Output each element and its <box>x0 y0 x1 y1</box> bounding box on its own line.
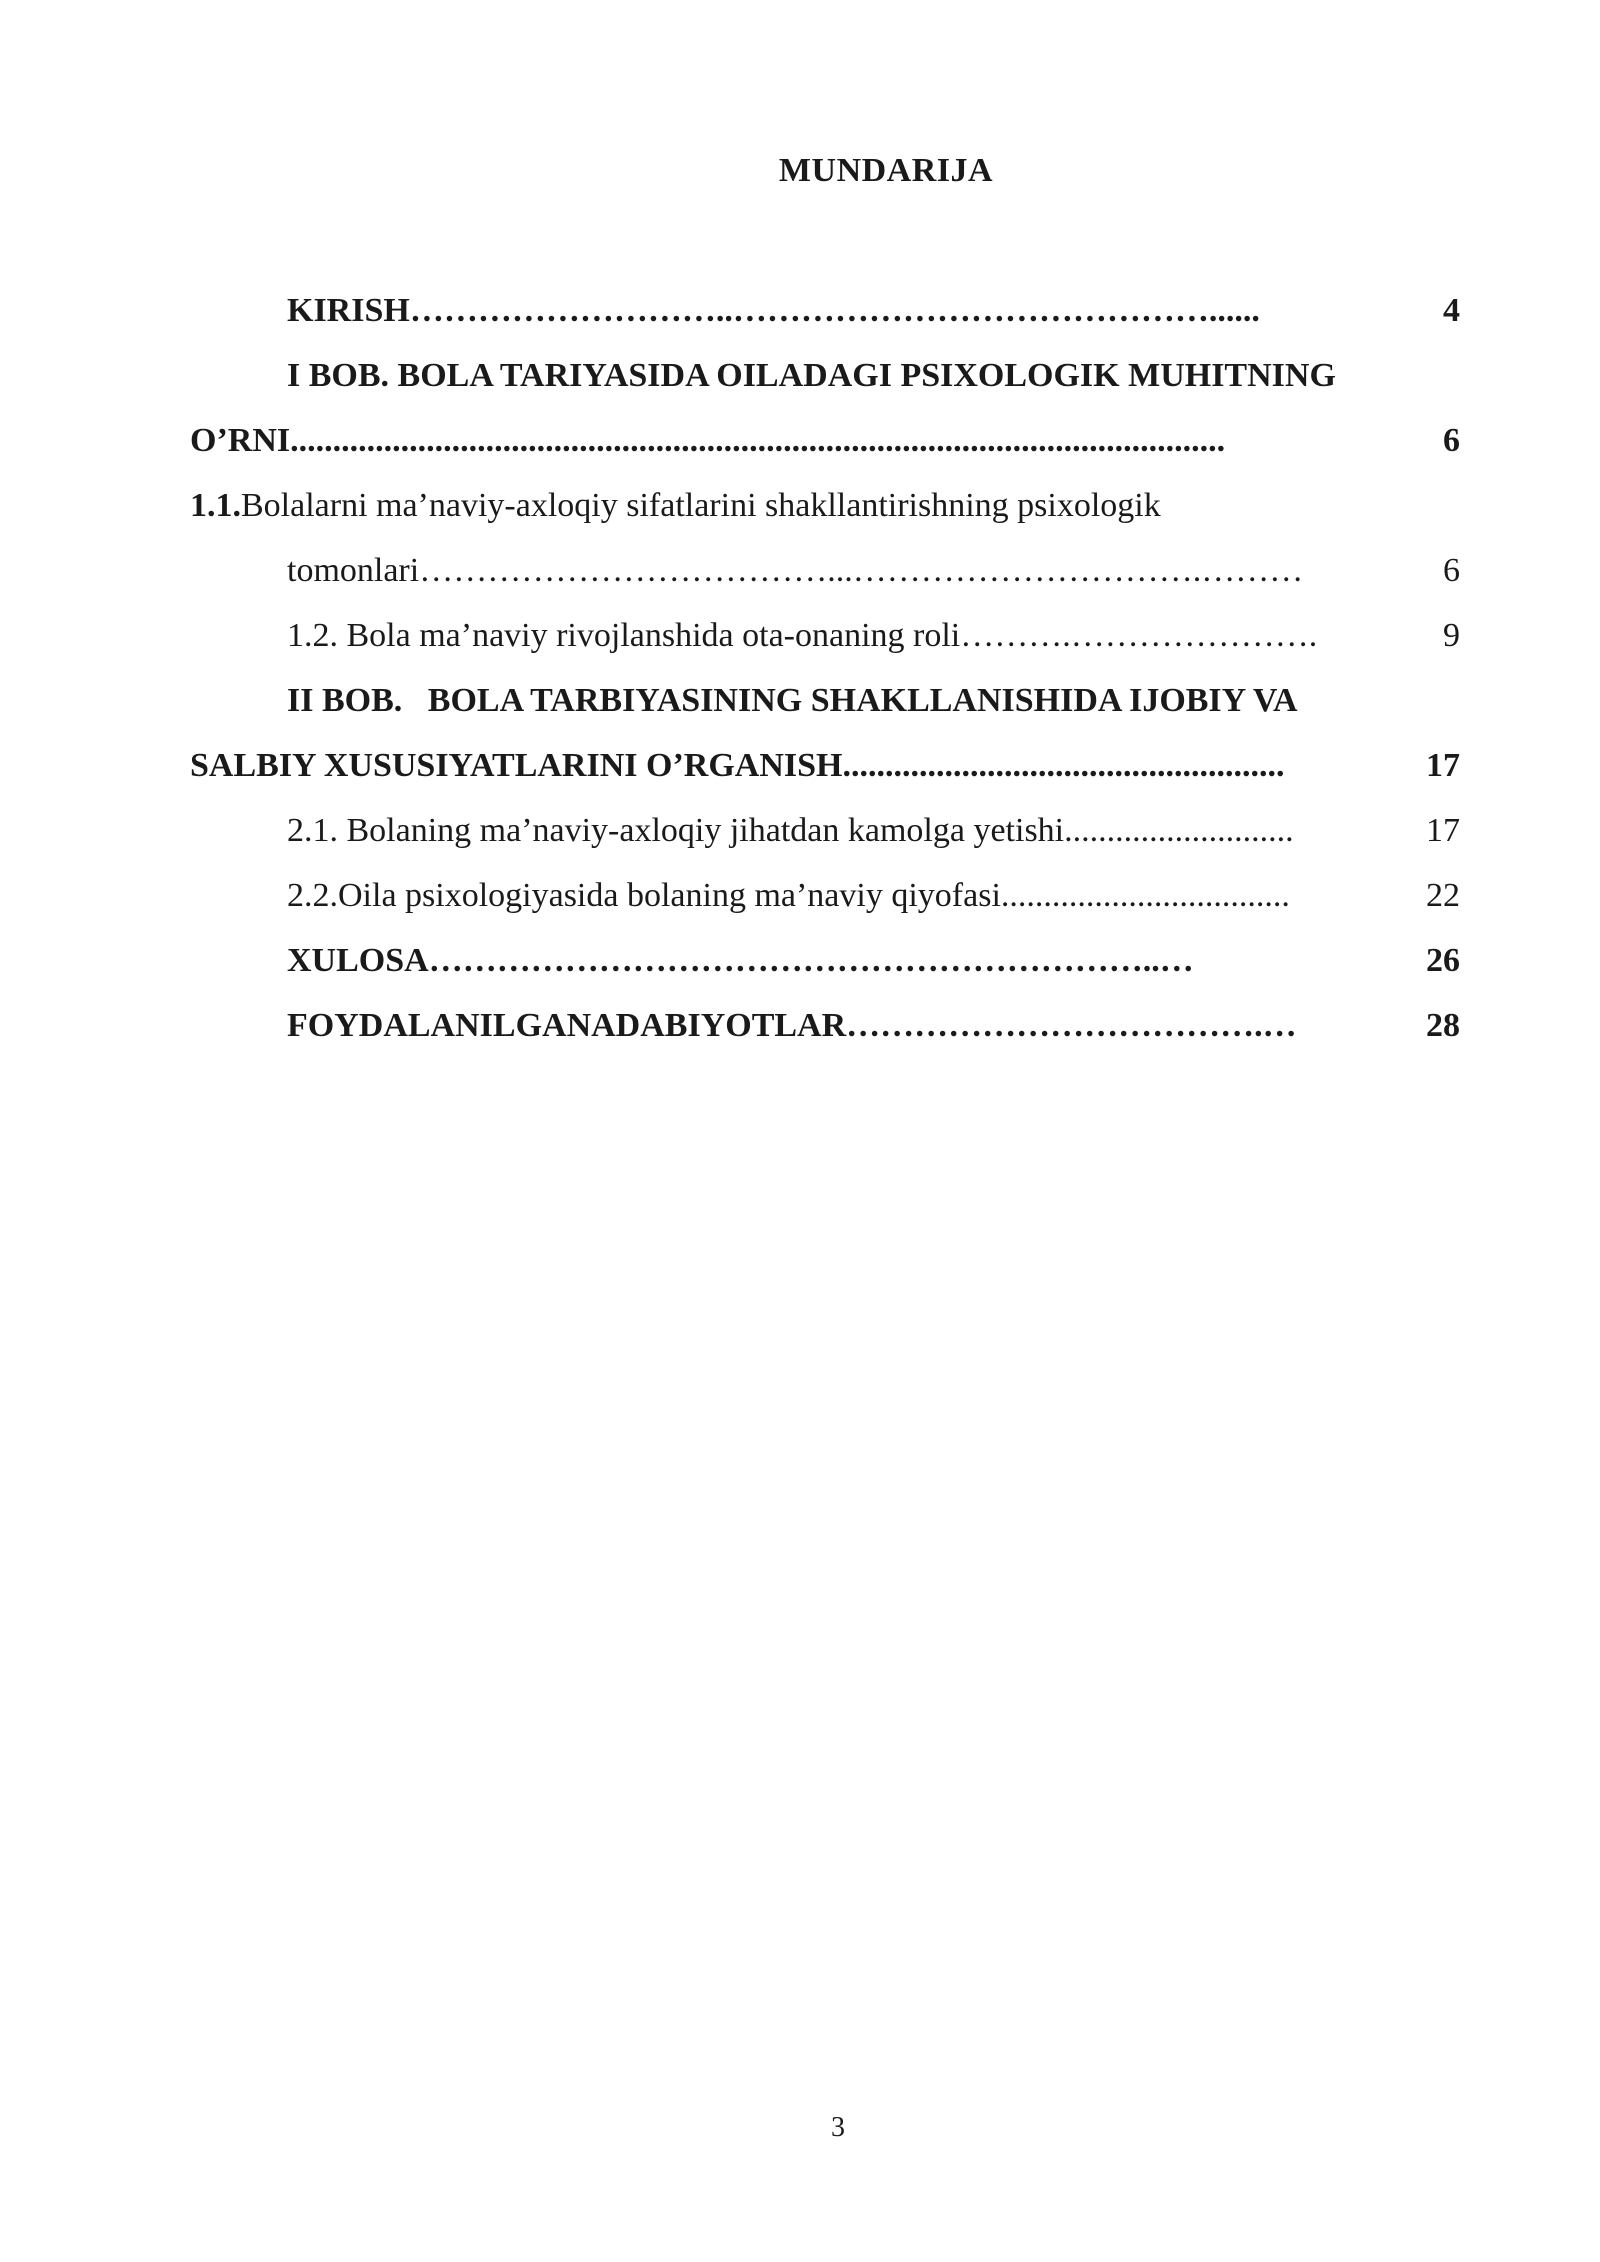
toc-leader-dots: ........................... <box>1064 812 1294 849</box>
toc-leader-dots: .................................................... <box>842 747 1285 784</box>
toc-entry-text: O’RNI <box>190 422 291 459</box>
table-of-contents <box>190 278 1460 1058</box>
toc-leader-dots: .................................. <box>1000 877 1290 914</box>
toc-entry-section-1-2[interactable] <box>190 603 1460 668</box>
toc-page-number: 28 <box>1426 1007 1460 1044</box>
toc-entry-text: 2.2.Oila psixologiyasida bolaning ma’naviy qiyofasi <box>287 877 1001 914</box>
toc-page-number: 4 <box>1443 292 1460 329</box>
toc-entry-text: Bolalarni ma’naviy-axloqiy sifatlarini shakllantirishning psixologik <box>241 487 1161 524</box>
toc-page-number: 17 <box>1426 747 1460 784</box>
toc-entry-chapter-2-continuation[interactable] <box>190 733 1460 798</box>
toc-entry-chapter-2-heading[interactable] <box>190 668 1460 733</box>
toc-page-number: 22 <box>1426 877 1460 914</box>
toc-entry-chapter-1-heading[interactable] <box>190 343 1460 408</box>
toc-page-number: 6 <box>1443 552 1460 589</box>
toc-entry-foydalanilgan-adabiyotlar[interactable] <box>190 993 1460 1058</box>
toc-entry-text: 2.1. Bolaning ma’naviy-axloqiy jihatdan kamolga yetishi <box>287 812 1065 849</box>
toc-page-number: 6 <box>1443 422 1460 459</box>
toc-page-number: 26 <box>1426 942 1460 979</box>
toc-entry-text: I BOB. BOLA TARIYASIDA OILADAGI PSIXOLOGIK MUHITNING <box>287 357 1336 394</box>
toc-page-number: 17 <box>1426 812 1460 849</box>
toc-page-number: 9 <box>1443 617 1460 654</box>
toc-entry-section-1-1-continuation[interactable] <box>190 538 1460 603</box>
toc-leader-dots: ………………………………...………………………….……… <box>419 552 1304 589</box>
toc-entry-section-2-1[interactable] <box>190 798 1460 863</box>
page-number: 3 <box>831 2112 845 2143</box>
toc-entry-text: II BOB. BOLA TARBIYASINING SHAKLLANISHIDA IJOBIY VA <box>287 682 1298 719</box>
toc-leader-dots: ………………………………………………………..… <box>428 942 1194 979</box>
toc-entry-text: 1.2. Bola ma’naviy rivojlanshida ota-onaning roli <box>287 617 961 654</box>
toc-entry-text: SALBIY XUSUSIYATLARINI O’RGANISH <box>190 747 843 784</box>
toc-entry-text: XULOSA <box>287 942 429 979</box>
toc-leader-dots: ……….…………………. <box>960 617 1318 654</box>
toc-entry-xulosa[interactable] <box>190 928 1460 993</box>
toc-leader-dots: .............................................................................................................. <box>290 422 1226 459</box>
toc-entry-text: tomonlari <box>287 552 420 589</box>
toc-entry-text: KIRISH <box>287 292 410 329</box>
toc-leader-dots: ……………………………….… <box>846 1007 1297 1044</box>
toc-section-number: 1.1. <box>190 487 241 524</box>
toc-entry-section-1-1[interactable] <box>190 473 1460 538</box>
toc-leader-dots: ………………………..……………………………………...... <box>409 292 1260 329</box>
page-title: MUNDARIJA <box>778 152 994 189</box>
toc-entry-section-2-2[interactable] <box>190 863 1460 928</box>
toc-entry-kirish[interactable] <box>190 278 1460 343</box>
toc-entry-text: FOYDALANILGANADABIYOTLAR <box>287 1007 847 1044</box>
toc-entry-chapter-1-continuation[interactable] <box>190 408 1460 473</box>
